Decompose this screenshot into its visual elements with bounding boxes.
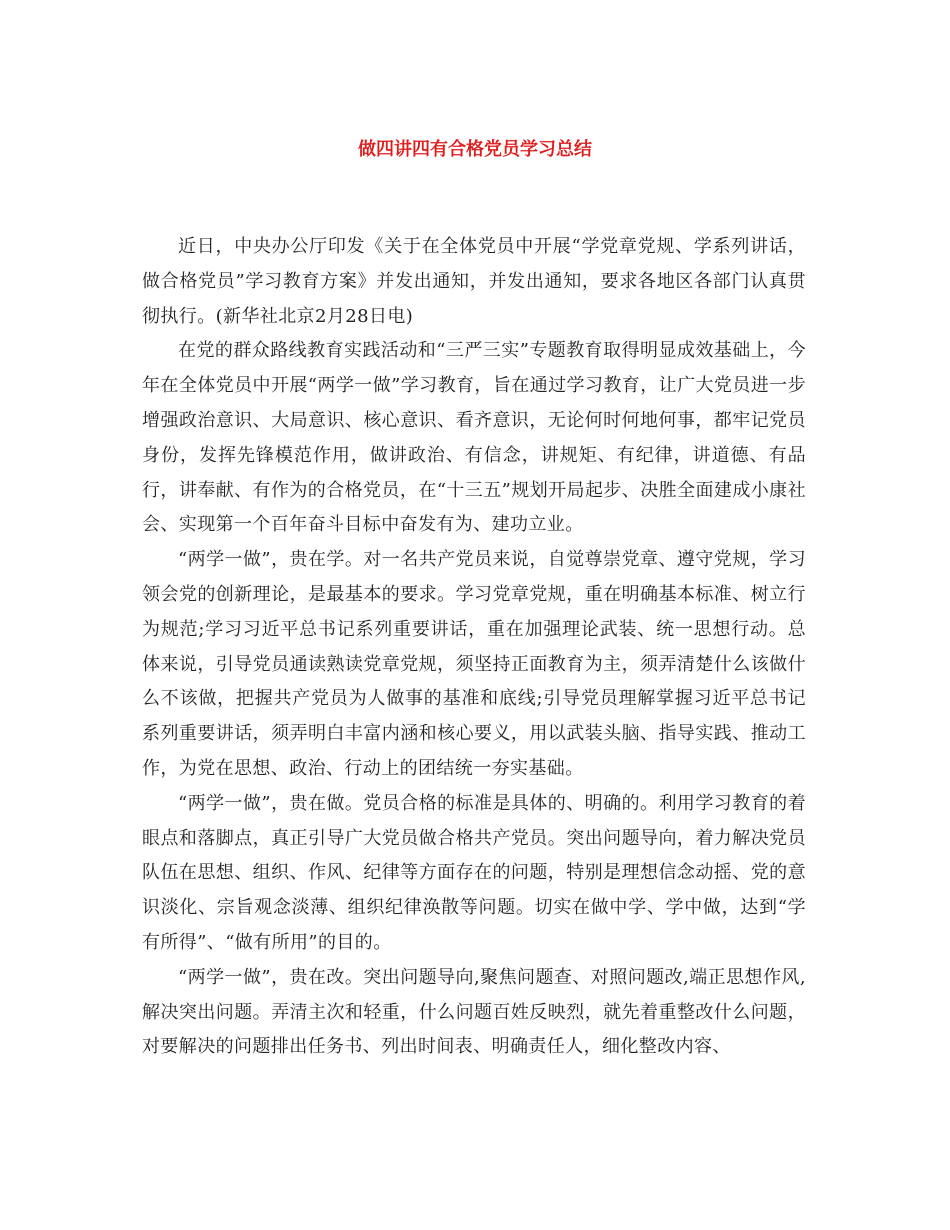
document-title: 做四讲四有合格党员学习总结 [358, 139, 592, 160]
document-body [142, 230, 806, 1065]
paragraph: 近日，中央办公厅印发《关于在全体党员中开展“学党章党规、学系列讲话，做合格党员”学习教育方案》并发出通知，并发出通知，要求各地区各部门认真贯彻执行。(新华社北京2月28日电) [142, 236, 806, 327]
paragraph: “两学一做”，贵在改。突出问题导向,聚焦问题查、对照问题改,端正思想作风,解决突出问题。弄清主次和轻重，什么问题百姓反映烈，就先着重整改什么问题，对要解决的问题排出任务书、列出时间表、明确责任人，细化整改内容、 [142, 966, 806, 1058]
paragraph: 在党的群众路线教育实践活动和“三严三实”专题教育取得明显成效基础上，今年在全体党员中开展“两学一做”学习教育，旨在通过学习教育，让广大党员进一步增强政治意识、大局意识、核心意识、看齐意识，无论何时何地何事，都牢记党员身份，发挥先锋模范作用，做讲政治、有信念，讲规矩、有纪律，讲道德、有品行，讲奉献、有作为的合格党员，在“十三五”规划开局起步、决胜全面建成小康社会、实现第一个百年奋斗目标中奋发有为、建功立业。 [142, 340, 806, 536]
paragraph: “两学一做”，贵在学。对一名共产党员来说，自觉尊崇党章、遵守党规，学习领会党的创新理论，是最基本的要求。学习党章党规，重在明确基本标准、树立行为规范;学习习近平总书记系列重要讲话，重在加强理论武装、统一思想行动。总体来说，引导党员通读熟读党章党规，须坚持正面教育为主，须弄清楚什么该做什么不该做，把握共产党员为人做事的基准和底线;引导党员理解掌握习近平总书记系列重要讲话，须弄明白丰富内涵和核心要义，用以武装头脑、指导实践、推动工作，为党在思想、政治、行动上的团结统一夯实基础。 [142, 549, 806, 779]
paragraph: “两学一做”，贵在做。党员合格的标准是具体的、明确的。利用学习教育的着眼点和落脚点，真正引导广大党员做合格共产党员。突出问题导向，着力解决党员队伍在思想、组织、作风、纪律等方面存在的问题，特别是理想信念动摇、党的意识淡化、宗旨观念淡薄、组织纪律涣散等问题。切实在做中学、学中做，达到“学有所得”、“做有所用”的目的。 [142, 792, 806, 953]
